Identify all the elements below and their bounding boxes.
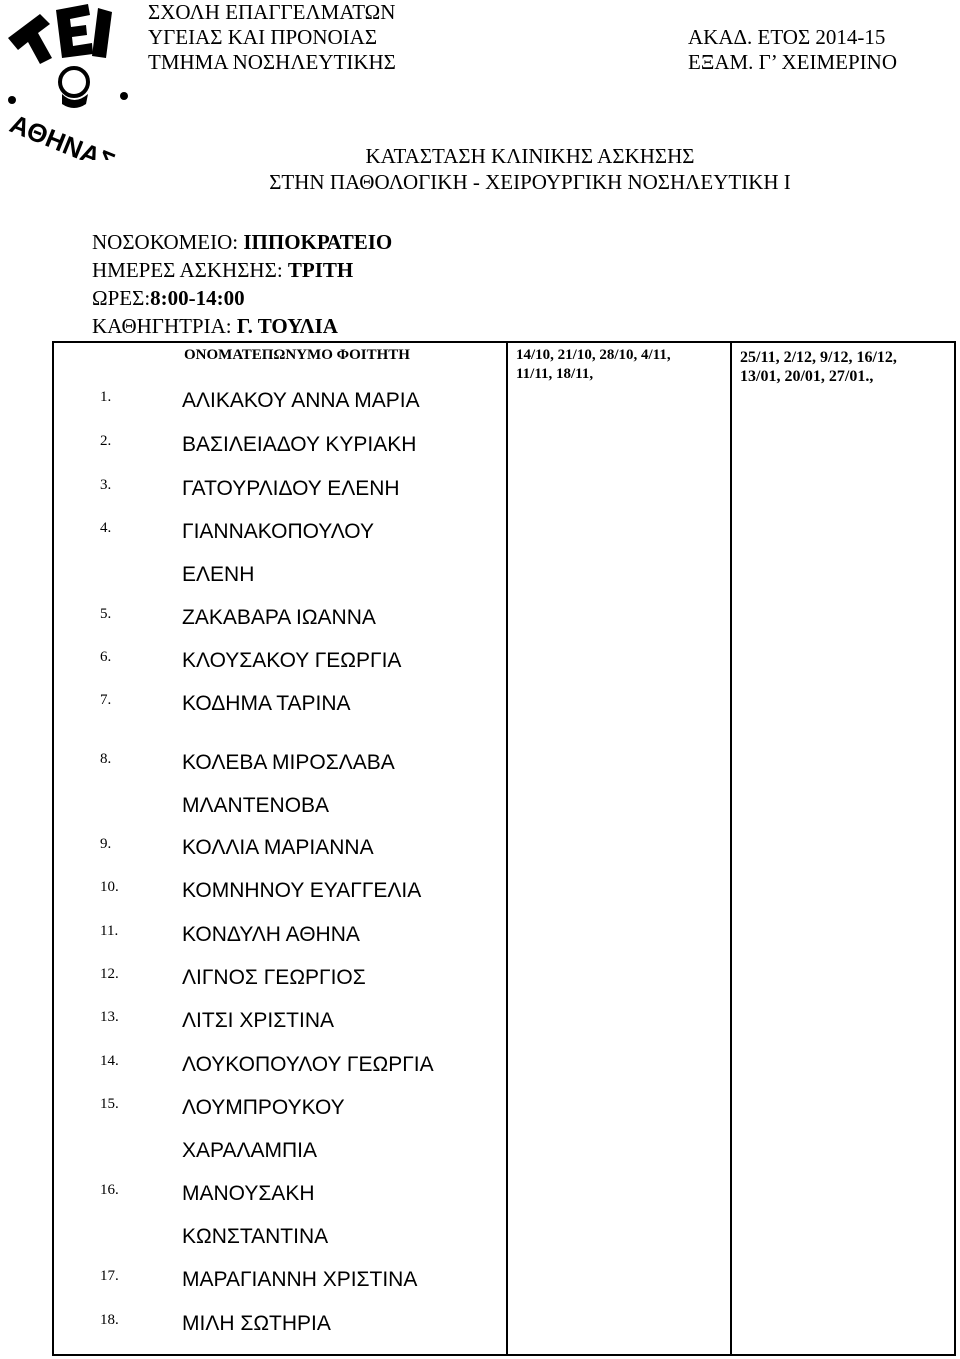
info-block	[92, 228, 392, 340]
professor-line: ΚΑΘΗΓΗΤΡΙΑ: Γ. ΤΟΥΛΙΑ	[92, 314, 338, 338]
student-name: ΚΟΝΔΥΛΗ ΑΘΗΝΑ	[182, 923, 360, 946]
row-number: 18.	[100, 1312, 119, 1328]
professor-value: Γ. ΤΟΥΛΙΑ	[236, 314, 338, 338]
row-number: 14.	[100, 1053, 119, 1069]
student-name-continued: ΧΑΡΑΛΑΜΠΙΑ	[182, 1139, 318, 1162]
logo-letters	[8, 4, 128, 108]
student-name-continued: ΜΛΑΝΤΕΝΟΒΑ	[182, 794, 330, 817]
row-number: 17.	[100, 1268, 119, 1284]
row-number: 13.	[100, 1009, 119, 1025]
hours-value: 8:00-14:00	[150, 286, 245, 310]
student-name: ΛΙΤΣΙ ΧΡΙΣΤΙΝΑ	[182, 1009, 335, 1032]
row-number: 6.	[100, 649, 112, 665]
table-divider-1	[506, 341, 508, 1356]
student-name: ΛΟΥΜΠΡΟΥΚΟΥ	[182, 1096, 345, 1119]
institution-logo	[0, 0, 150, 160]
student-name: ΑΛΙΚΑΚΟΥ ΑΝΝΑ ΜΑΡΙΑ	[182, 389, 420, 412]
student-name: ΓΑΤΟΥΡΛΙΔΟΥ ΕΛΕΝΗ	[182, 477, 400, 500]
student-name: ΚΟΛΛΙΑ ΜΑΡΙΑΝΝΑ	[182, 836, 374, 859]
row-number: 4.	[100, 520, 112, 536]
student-name: ΜΑΝΟΥΣΑΚΗ	[182, 1182, 315, 1205]
column-header-student: ΟΝΟΜΑΤΕΠΩΝΥΜΟ ΦΟΙΤΗΤΗ	[184, 347, 410, 363]
row-number: 1.	[100, 389, 112, 405]
row-number: 3.	[100, 477, 112, 493]
document-title	[0, 143, 960, 195]
department-name: ΤΜΗΜΑ ΝΟΣΗΛΕΥΤΙΚΗΣ	[148, 50, 396, 74]
days-line: ΗΜΕΡΕΣ ΑΣΚΗΣΗΣ: ΤΡΙΤΗ	[92, 258, 354, 282]
column-header-dates-2: 25/11, 2/12, 9/12, 16/12, 13/01, 20/01, 27/01.,	[740, 349, 897, 385]
student-name-continued: ΚΩΝΣΤΑΝΤΙΝΑ	[182, 1225, 329, 1248]
student-name: ΓΙΑΝΝΑΚΟΠΟΥΛΟΥ	[182, 520, 374, 543]
row-number: 7.	[100, 692, 112, 708]
days-value: ΤΡΙΤΗ	[287, 258, 354, 282]
row-number: 11.	[100, 923, 119, 939]
column-header-dates-1: 14/10, 21/10, 28/10, 4/11, 11/11, 18/11,	[516, 347, 671, 382]
title-line-1: ΚΑΤΑΣΤΑΣΗ ΚΛΙΝΙΚΗΣ ΑΣΚΗΣΗΣ	[365, 144, 695, 168]
row-number: 2.	[100, 433, 112, 449]
student-name: ΒΑΣΙΛΕΙΑΔΟΥ ΚΥΡΙΑΚΗ	[182, 433, 417, 456]
row-number: 9.	[100, 836, 112, 852]
row-number: 16.	[100, 1182, 119, 1198]
semester: ΕΞΑΜ. Γ’ ΧΕΙΜΕΡΙΝΟ	[688, 50, 897, 74]
header-left	[148, 0, 396, 75]
student-name: ΛΙΓΝΟΣ ΓΕΩΡΓΙΟΣ	[182, 966, 366, 989]
school-name-2: ΥΓΕΙΑΣ ΚΑΙ ΠΡΟΝΟΙΑΣ	[148, 25, 378, 49]
student-name: ΚΟΔΗΜΑ ΤΑΡΙΝΑ	[182, 692, 351, 715]
academic-year: ΑΚΑΔ. ΕΤΟΣ 2014-15	[688, 25, 886, 49]
student-name: ΚΛΟΥΣΑΚΟΥ ΓΕΩΡΓΙΑ	[182, 649, 402, 672]
header-right	[688, 25, 897, 75]
row-number: 10.	[100, 879, 119, 895]
student-name: ΚΟΛΕΒΑ ΜΙΡΟΣΛΑΒΑ	[182, 751, 395, 774]
student-name: ΜΙΛΗ ΣΩΤΗΡΙΑ	[182, 1312, 331, 1335]
row-number: 12.	[100, 966, 119, 982]
table-divider-2	[730, 341, 732, 1356]
hospital-line: ΝΟΣΟΚΟΜΕΙΟ: ΙΠΠΟΚΡΑΤΕΙΟ	[92, 230, 393, 254]
student-name: ΚΟΜΝΗΝΟΥ ΕΥΑΓΓΕΛΙΑ	[182, 879, 422, 902]
row-number: 5.	[100, 606, 112, 622]
student-name: ΛΟΥΚΟΠΟΥΛΟΥ ΓΕΩΡΓΙΑ	[182, 1053, 434, 1076]
hospital-value: ΙΠΠΟΚΡΑΤΕΙΟ	[243, 230, 393, 254]
title-line-2: ΣΤΗΝ ΠΑΘΟΛΟΓΙΚΗ - ΧΕΙΡΟΥΡΓΙΚΗ ΝΟΣΗΛΕΥΤΙΚΗ Ι	[269, 170, 791, 194]
logo-text: ΑΘΗΝΑΣ	[5, 108, 120, 160]
student-name: ΜΑΡΑΓΙΑΝΝΗ ΧΡΙΣΤΙΝΑ	[182, 1268, 418, 1291]
school-name: ΣΧΟΛΗ ΕΠΑΓΓΕΛΜΑΤΩΝ	[148, 0, 396, 24]
row-number: 8.	[100, 751, 112, 767]
student-name: ΖΑΚΑΒΑΡΑ ΙΩΑΝΝΑ	[182, 606, 376, 629]
student-name-continued: ΕΛΕΝΗ	[182, 563, 255, 586]
row-number: 15.	[100, 1096, 119, 1112]
hours-line: ΩΡΕΣ:8:00-14:00	[92, 286, 245, 310]
